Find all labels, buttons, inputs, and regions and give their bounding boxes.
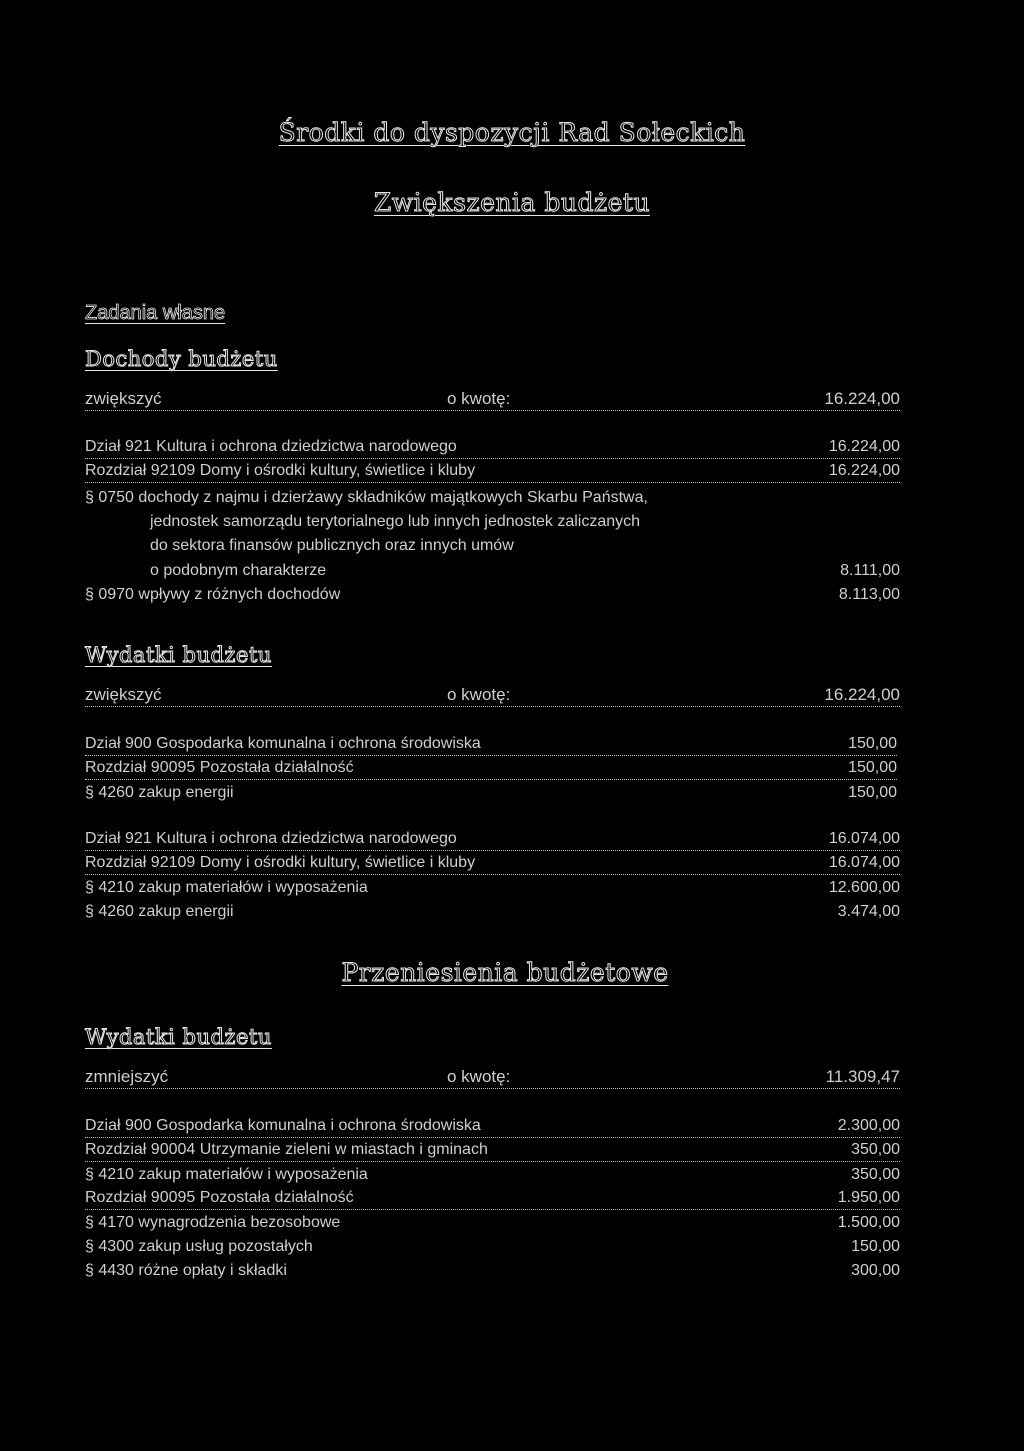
- income-line-amount: 8.113,00: [838, 586, 900, 603]
- expenses-heading: Wydatki budżetu: [85, 643, 272, 667]
- expense-line: [85, 901, 900, 923]
- transfer-line-label: Dział 900 Gospodarka komunalna i ochrona środowiska: [85, 1117, 481, 1134]
- transfers-total-mid: o kwotę:: [447, 1067, 511, 1086]
- transfers-title: Przeniesienia budżetowe: [341, 958, 669, 987]
- income-line-label: Dział 921 Kultura i ochrona dziedzictwa narodowego: [85, 438, 457, 455]
- income-line: [85, 584, 900, 606]
- transfers-heading: Wydatki budżetu: [85, 1025, 272, 1049]
- transfer-line-amount: 1.950,00: [837, 1189, 900, 1206]
- income-line-amount: 16.224,00: [828, 462, 900, 479]
- expense-line: [85, 852, 900, 875]
- income-line-amount: 16.224,00: [828, 438, 900, 455]
- transfer-line: [85, 1139, 900, 1162]
- transfer-line-amount: 350,00: [851, 1141, 900, 1158]
- transfer-line-label: § 4170 wynagrodzenia bezosobowe: [85, 1214, 341, 1231]
- transfers-total-label: zmniejszyć: [85, 1067, 169, 1086]
- income-total-amount: 16.224,00: [824, 389, 900, 408]
- transfer-line-label: Rozdział 90095 Pozostała działalność: [85, 1189, 354, 1206]
- transfer-line-amount: 1.500,00: [837, 1214, 900, 1231]
- transfer-line-amount: 300,00: [851, 1262, 900, 1279]
- transfer-line: [85, 1164, 900, 1186]
- transfer-line: [85, 1236, 900, 1258]
- transfer-line: [85, 1260, 900, 1282]
- transfer-line: [85, 1187, 900, 1210]
- income-line-label: o podobnym charakterze: [150, 562, 327, 579]
- expense-line: [85, 877, 900, 899]
- expense-line: [85, 733, 897, 756]
- transfer-line-label: Rozdział 90004 Utrzymanie zieleni w miastach i gminach: [85, 1141, 488, 1158]
- transfer-line-label: § 4430 różne opłaty i składki: [85, 1262, 287, 1279]
- transfer-line: [85, 1212, 900, 1234]
- transfer-line-amount: 2.300,00: [837, 1117, 900, 1134]
- document-title: Środki do dyspozycji Rad Sołeckich: [278, 118, 746, 147]
- expense-line-label: Rozdział 90095 Pozostała działalność: [85, 759, 354, 776]
- transfer-line-amount: 150,00: [851, 1238, 900, 1255]
- income-total-mid: o kwotę:: [447, 389, 511, 408]
- income-total-row: [85, 388, 900, 411]
- expense-line-label: Rozdział 92109 Domy i ośrodki kultury, świetlice i kluby: [85, 854, 476, 871]
- income-line: [85, 436, 900, 459]
- income-total-label: zwiększyć: [85, 389, 162, 408]
- transfer-line: [85, 1115, 900, 1138]
- expense-line-label: Dział 900 Gospodarka komunalna i ochrona środowiska: [85, 735, 481, 752]
- expenses-total-amount: 16.224,00: [824, 685, 900, 704]
- income-heading: Dochody budżetu: [85, 347, 278, 371]
- income-line-label: § 0970 wpływy z różnych dochodów: [85, 586, 341, 603]
- expense-line-amount: 16.074,00: [828, 854, 900, 871]
- expense-line-amount: 3.474,00: [837, 903, 900, 920]
- income-line: [85, 560, 900, 582]
- expense-line: [85, 782, 897, 804]
- income-line: [85, 487, 900, 509]
- expense-line-label: Dział 921 Kultura i ochrona dziedzictwa narodowego: [85, 830, 457, 847]
- expense-line-amount: 12.600,00: [828, 879, 900, 896]
- income-line-amount: 8.111,00: [840, 562, 900, 579]
- expense-line-amount: 150,00: [848, 735, 897, 752]
- transfer-line-label: § 4210 zakup materiałów i wyposażenia: [85, 1166, 368, 1183]
- expense-line-label: § 4210 zakup materiałów i wyposażenia: [85, 879, 368, 896]
- expense-line-label: § 4260 zakup energii: [85, 903, 234, 920]
- expense-line-label: § 4260 zakup energii: [85, 784, 234, 801]
- expenses-total-row: [85, 684, 900, 707]
- expense-line: [85, 757, 897, 780]
- expense-line: [85, 828, 900, 851]
- expenses-total-label: zwiększyć: [85, 685, 162, 704]
- income-line-label: § 0750 dochody z najmu i dzierżawy składników majątkowych Skarbu Państwa,: [85, 489, 648, 506]
- section-label: Zadania własne: [85, 302, 226, 324]
- transfer-line-amount: 350,00: [851, 1166, 900, 1183]
- transfer-line-label: § 4300 zakup usług pozostałych: [85, 1238, 313, 1255]
- expense-line-amount: 16.074,00: [828, 830, 900, 847]
- document-subtitle: Zwiększenia budżetu: [373, 188, 651, 217]
- income-line: [85, 460, 900, 483]
- expenses-total-mid: o kwotę:: [447, 685, 511, 704]
- income-line-label: Rozdział 92109 Domy i ośrodki kultury, świetlice i kluby: [85, 462, 476, 479]
- income-continuation: do sektora finansów publicznych oraz innych umów: [150, 537, 514, 554]
- expense-line-amount: 150,00: [848, 784, 897, 801]
- expense-line-amount: 150,00: [848, 759, 897, 776]
- income-continuation: jednostek samorządu terytorialnego lub innych jednostek zaliczanych: [150, 513, 641, 530]
- transfers-total-amount: 11.309,47: [825, 1067, 900, 1086]
- transfers-total-row: [85, 1066, 900, 1089]
